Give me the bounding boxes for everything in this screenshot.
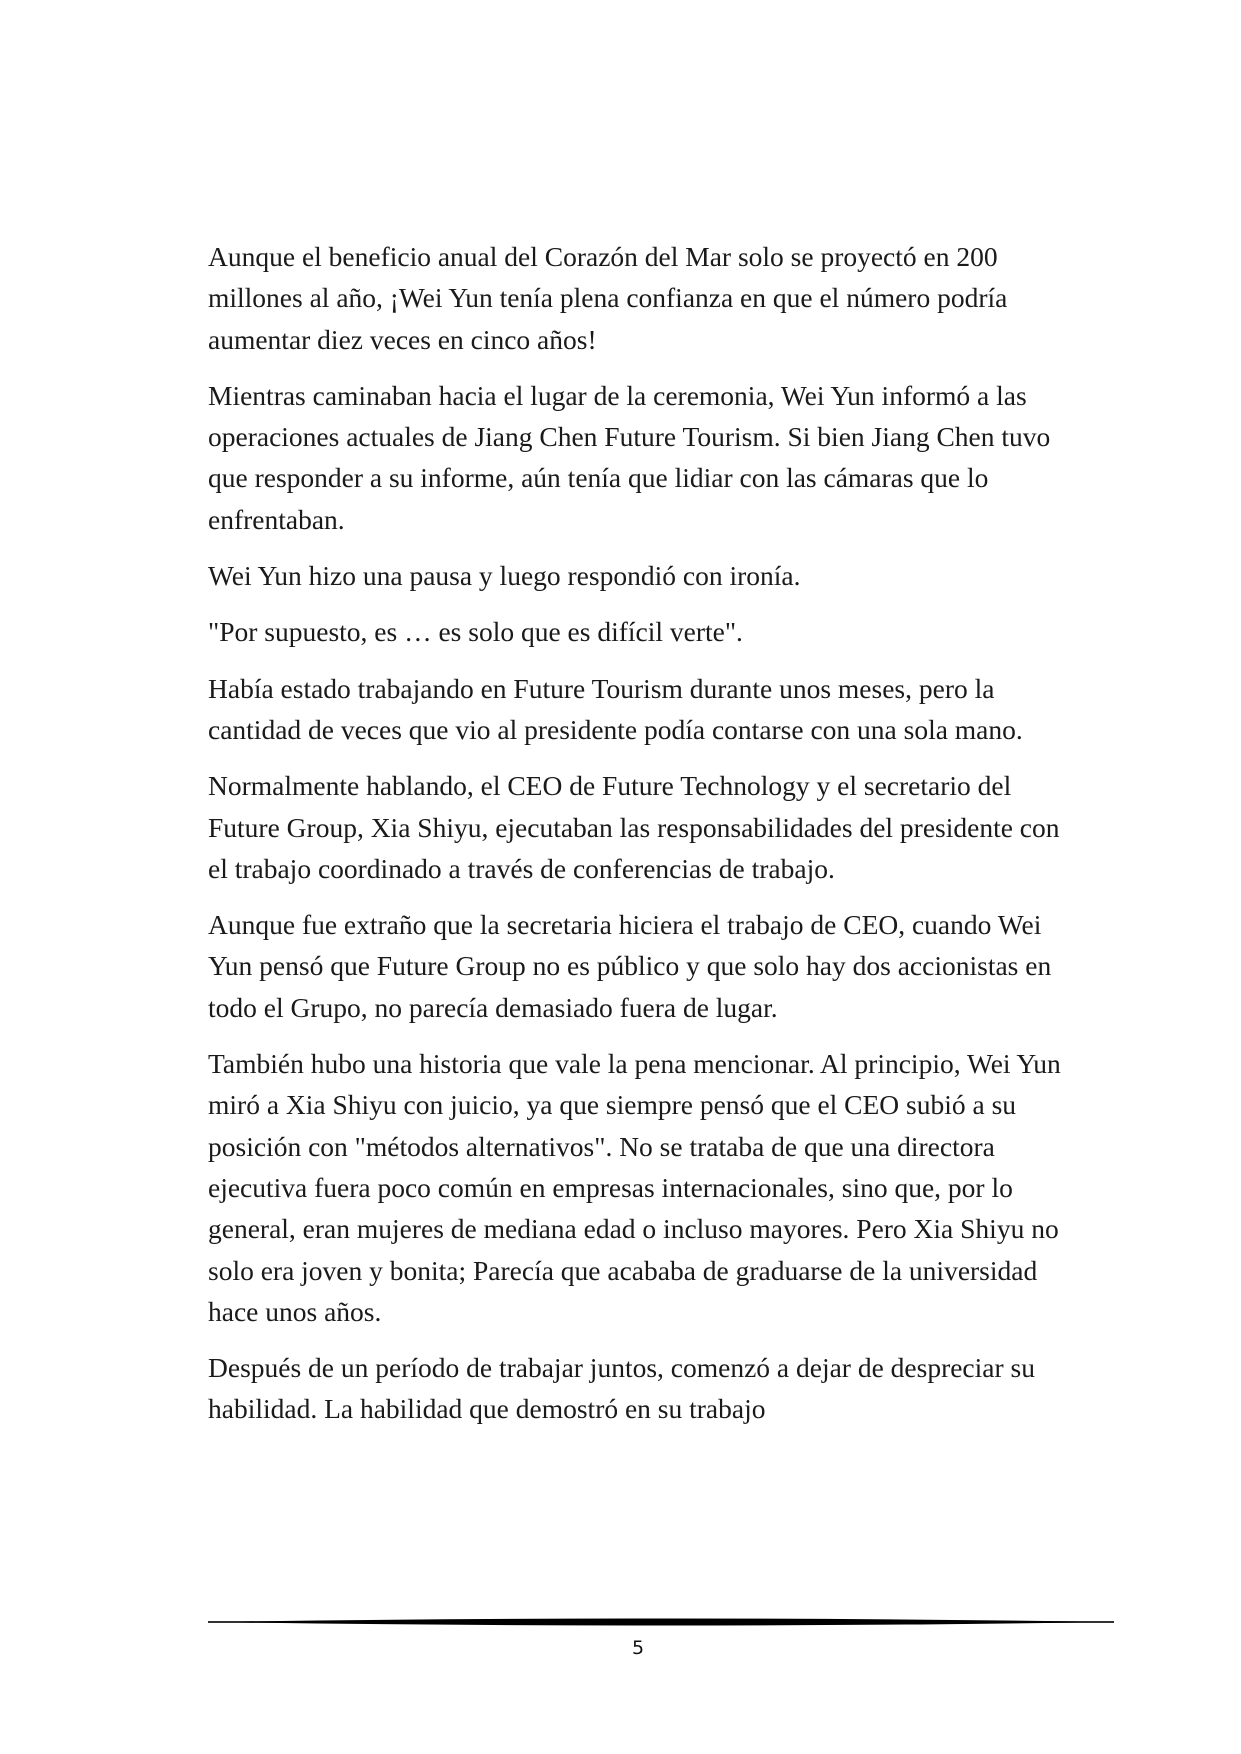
footer-divider-line: [208, 1621, 1114, 1623]
page-number: 5: [631, 1637, 645, 1659]
paragraph: Después de un período de trabajar juntos, comenzó a dejar de despreciar su habilidad. La habilidad que demostró en su trabajo: [208, 1352, 1035, 1425]
paragraph: Normalmente hablando, el CEO de Future Technology y el secretario del Future Group, Xia Shiyu, ejecutaban las responsabilidades del presidente con el trabajo coordinado a través de conferencias de trabajo.: [208, 770, 1060, 884]
footer-divider: [208, 1616, 1114, 1628]
paragraph: También hubo una historia que vale la pena mencionar. Al principio, Wei Yun miró a Xia Shiyu con juicio, ya que siempre pensó que el CEO subió a su posición con "métodos alternativos". No se trataba de que una directora ejecutiva fuera poco común en empresas internacionales, sino que, por lo general, eran mujeres de mediana edad o incluso mayores. Pero Xia Shiyu no solo era joven y bonita; Parecía que acababa de graduarse de la universidad hace unos años.: [208, 1048, 1061, 1327]
body-text: [208, 236, 1068, 1445]
paragraph: Wei Yun hizo una pausa y luego respondió con ironía.: [208, 560, 801, 592]
paragraph: Mientras caminaban hacia el lugar de la ceremonia, Wei Yun informó a las operaciones actuales de Jiang Chen Future Tourism. Si bien Jiang Chen tuvo que responder a su informe, aún tenía que lidiar con las cámaras que lo enfrentaban.: [208, 379, 1051, 535]
paragraph: Aunque fue extraño que la secretaria hiciera el trabajo de CEO, cuando Wei Yun pensó que Future Group no es público y que solo hay dos accionistas en todo el Grupo, no parecía demasiado fuera de lugar.: [208, 909, 1052, 1023]
paragraph: Había estado trabajando en Future Tourism durante unos meses, pero la cantidad de veces que vio al presidente podía contarse con una sola mano.: [208, 672, 1023, 745]
paragraph: Aunque el beneficio anual del Corazón del Mar solo se proyectó en 200 millones al año, ¡Wei Yun tenía plena confianza en que el número podría aumentar diez veces en cinco años!: [208, 241, 1008, 355]
paragraph: "Por supuesto, es … es solo que es difícil verte".: [208, 616, 743, 648]
